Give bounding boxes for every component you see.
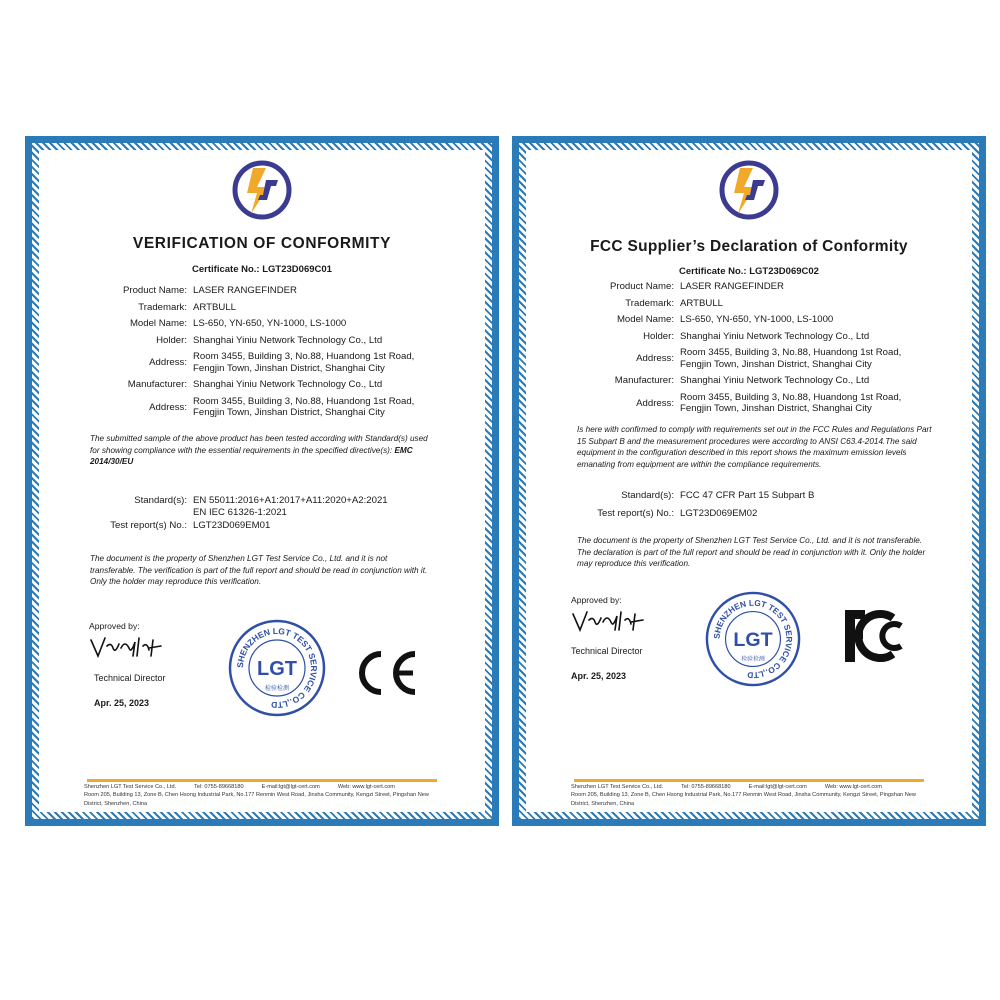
certificate-title: VERIFICATION OF CONFORMITY <box>132 235 392 252</box>
field-trademark: Trademark: ARTBULL <box>138 301 237 313</box>
field-manufacturer: Manufacturer: Shanghai Yiniu Network Technology Co., Ltd <box>127 379 383 390</box>
field-manufacturer: Manufacturer: Shanghai Yiniu Network Technology Co., Ltd <box>614 375 870 386</box>
technical-director: Technical Director <box>94 673 166 683</box>
svg-text:LGT: LGT <box>257 658 297 680</box>
technical-director: Technical Director <box>571 646 643 656</box>
field-test-report: Test report(s) No.: LGT23D069EM02 <box>597 507 758 519</box>
property-note: The document is the property of Shenzhen LGT Test Service Co., Ltd. and it is not transferable. The declaration is part of the full report and should be read in conjunction with it. Only the holder may reproduce this verification. <box>577 536 926 568</box>
product-details <box>39 285 485 424</box>
approved-by-label: Approved by: <box>89 621 140 631</box>
footer-divider <box>87 779 437 782</box>
field-test-report: Test report(s) No.: LGT23D069EM01 <box>110 520 271 531</box>
field-holder-address: Address: Room 3455, Building 3, No.88, Huandong 1st Road, Fengjin Town, Jinshan District, Shanghai City <box>636 347 902 370</box>
ce-verification-certificate <box>25 136 499 826</box>
svg-text:SHENZHEN LGT TEST SERVICE CO.,: SHENZHEN LGT TEST SERVICE CO.,LTD <box>234 625 320 711</box>
directive: EMC 2014/30/EU <box>90 445 413 466</box>
product-details <box>526 281 972 420</box>
field-holder: Holder: Shanghai Yiniu Network Technology Co., Ltd <box>156 334 383 346</box>
svg-text:检验检测: 检验检测 <box>264 685 290 692</box>
certificate-body <box>526 150 972 812</box>
footer-contact: Shenzhen LGT Test Service Co., Ltd. Tel: 0755-89668180 E-mail:lgt@lgt-cert.com Web: www.lgt-cert.com Room 205, Building 13, Zone B, Chen Hsong Industrial Park, No.177 Renmin West Road, Jinsha Community, Kengzi Street, Pingshan New District, Shenzhen, China <box>571 784 916 807</box>
footer-divider <box>574 779 924 782</box>
field-standards: Standard(s): FCC 47 CFR Part 15 Subpart B <box>621 490 815 501</box>
standards-section <box>39 495 485 537</box>
svg-text:SHENZHEN LGT TEST SERVICE CO.,: SHENZHEN LGT TEST SERVICE CO.,LTD <box>711 597 795 681</box>
field-trademark: Trademark: ARTBULL <box>625 297 724 309</box>
field-holder: Holder: Shanghai Yiniu Network Technology Co., Ltd <box>643 330 870 342</box>
fcc-mark-icon <box>841 606 921 666</box>
fcc-declaration-certificate <box>512 136 986 826</box>
svg-text:检验检测: 检验检测 <box>741 656 765 663</box>
standards-section <box>526 490 972 524</box>
compliance-statement: Is here with confirmed to comply with requirements set out in the FCC Rules and Regulations Part 15 Subpart B and the measurement procedures were according to ANSI C63.4-2014.The said equipment in the configuration described in this report shows the maximum emission levels emanating from equipment are within the compliance requirements. <box>577 425 932 469</box>
issue-date: Apr. 25, 2023 <box>571 671 627 681</box>
certificate-number: Certificate No.: LGT23D069C01 <box>192 264 332 275</box>
field-model-name: Model Name: LS-650, YN-650, YN-1000, LS-1000 <box>129 318 347 329</box>
lgt-stamp-icon <box>704 590 802 688</box>
signature-image <box>89 632 169 662</box>
certificate-number: Certificate No.: LGT23D069C02 <box>679 266 819 277</box>
ce-mark-icon <box>351 648 421 698</box>
lgt-logo-icon <box>719 160 779 220</box>
signature-image <box>571 606 651 636</box>
field-product-name: Product Name: LASER RANGEFINDER <box>610 281 784 292</box>
property-note: The document is the property of Shenzhen LGT Test Service Co., Ltd. and it is not transferable. The verification is part of the full report and should be read in conjunction with it. Only the holder may reproduce this verification. <box>90 554 428 586</box>
compliance-statement: The submitted sample of the above product has been tested according with Standard(s) used for showing compliance with the essential requirements in the specified directive(s): EMC 2014/30/EU <box>90 434 428 466</box>
approved-by-label: Approved by: <box>571 595 622 605</box>
field-manufacturer-address: Address: Room 3455, Building 3, No.88, Huandong 1st Road, Fengjin Town, Jinshan District, Shanghai City <box>636 391 902 414</box>
certificate-body <box>39 150 485 812</box>
svg-text:LGT: LGT <box>733 628 773 651</box>
lgt-stamp-icon <box>227 618 327 718</box>
field-standards: Standard(s): EN 55011:2016+A1:2017+A11:2020+A2:2021 EN IEC 61326-1:2021 <box>134 495 388 518</box>
field-manufacturer-address: Address: Room 3455, Building 3, No.88, Huandong 1st Road, Fengjin Town, Jinshan District, Shanghai City <box>149 395 415 418</box>
field-product-name: Product Name: LASER RANGEFINDER <box>123 285 297 296</box>
certificate-title: FCC Supplier’s Declaration of Conformity <box>590 238 908 255</box>
field-holder-address: Address: Room 3455, Building 3, No.88, Huandong 1st Road, Fengjin Town, Jinshan District, Shanghai City <box>149 351 415 374</box>
lgt-logo-icon <box>232 160 292 220</box>
issue-date: Apr. 25, 2023 <box>94 698 150 708</box>
footer-contact: Shenzhen LGT Test Service Co., Ltd. Tel: 0755-89668180 E-mail:lgt@lgt-cert.com Web: www.lgt-cert.com Room 205, Building 13, Zone B, Chen Hsong Industrial Park, No.177 Renmin West Road, Jinsha Community, Kengzi Street, Pingshan New District, Shenzhen, China <box>84 784 429 807</box>
field-model-name: Model Name: LS-650, YN-650, YN-1000, LS-1000 <box>616 314 834 325</box>
